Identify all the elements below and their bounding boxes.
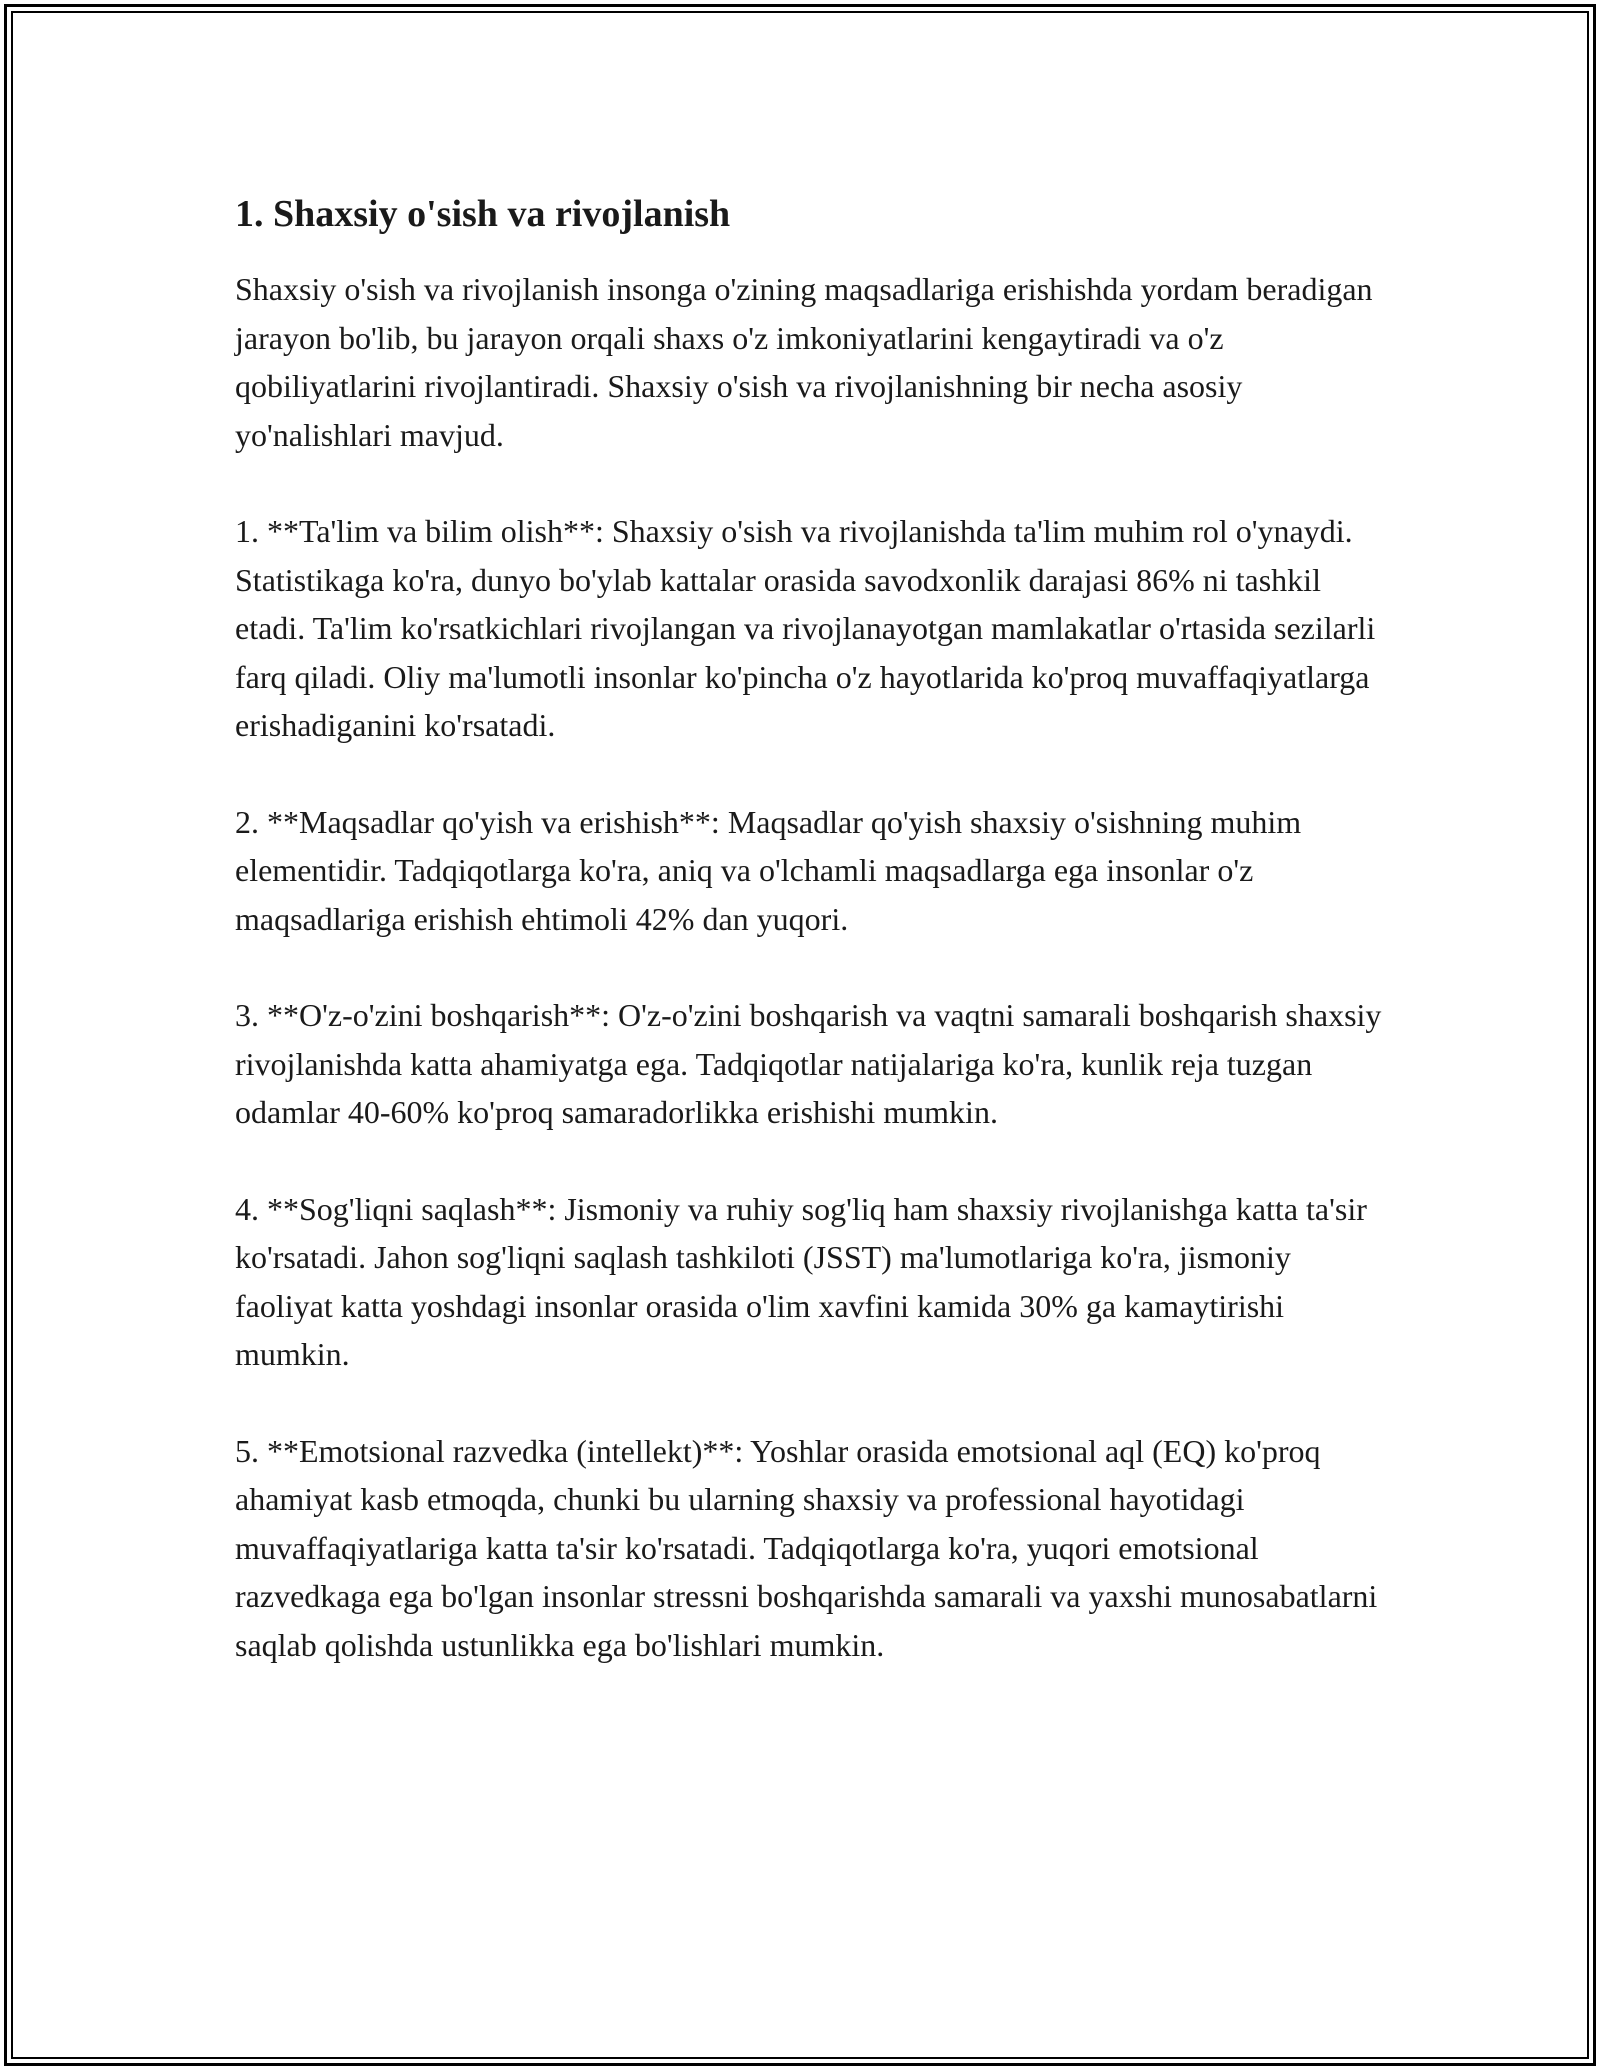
paragraph-education: 1. **Ta'lim va bilim olish**: Shaxsiy o'sish va rivojlanishda ta'lim muhim rol o'ynaydi. Statistikaga ko'ra, dunyo bo'ylab kattalar orasida savodxonlik darajasi 86% ni tashkil etadi. Ta'lim ko'rsatkichlari rivojlangan va rivojlanayotgan mamlakatlar o'rtasida sezilarli farq qiladi. Oliy ma'lumotli insonlar ko'pincha o'z hayotlarida ko'proq muvaffaqiyatlarga erishadiganini ko'rsatadi. <box>235 513 1376 743</box>
paragraph-health: 4. **Sog'liqni saqlash**: Jismoniy va ruhiy sog'liq ham shaxsiy rivojlanishga katta ta'sir ko'rsatadi. Jahon sog'liqni saqlash tashkiloti (JSST) ma'lumotlariga ko'ra, jismoniy faoliyat katta yoshdagi insonlar orasida o'lim xavfini kamida 30% ga kamaytirishi mumkin. <box>235 1190 1367 1372</box>
paragraph-goals: 2. **Maqsadlar qo'yish va erishish**: Maqsadlar qo'yish shaxsiy o'sishning muhim elementidir. Tadqiqotlarga ko'ra, aniq va o'lchamli maqsadlarga ega insonlar o'z maqsadlariga erishish ehtimoli 42% dan yuqori. <box>235 803 1302 937</box>
paragraph-emotional-intelligence: 5. **Emotsional razvedka (intellekt)**: Yoshlar orasida emotsional aql (EQ) ko'proq ahamiyat kasb etmoqda, chunki bu ularning shaxsiy va professional hayotidagi muvaffaqiyatlariga katta ta'sir ko'rsatadi. Tadqiqotlarga ko'ra, yuqori emotsional razvedkaga ega bo'lgan insonlar stressni boshqarishda samarali va yaxshi munosabatlarni saqlab qolishda ustunlikka ega bo'lishlari mumkin. <box>235 1432 1378 1663</box>
section-title: 1. Shaxsiy o'sish va rivojlanish <box>235 193 731 235</box>
paragraph-self-management: 3. **O'z-o'zini boshqarish**: O'z-o'zini boshqarish va vaqtni samarali boshqarish shaxsiy rivojlanishda katta ahamiyatga ega. Tadqiqotlar natijalariga ko'ra, kunlik reja tuzgan odamlar 40-60% ko'proq samaradorlikka erishishi mumkin. <box>235 997 1382 1130</box>
intro-paragraph: Shaxsiy o'sish va rivojlanish insonga o'zining maqsadlariga erishishda yordam beradigan jarayon bo'lib, bu jarayon orqali shaxs o'z imkoniyatlarini kengaytiradi va o'z qobiliyatlarini rivojlantiradi. Shaxsiy o'sish va rivojlanishning bir necha asosiy yo'nalishlari mavjud. <box>235 271 1373 453</box>
document-body <box>235 185 1385 1669</box>
